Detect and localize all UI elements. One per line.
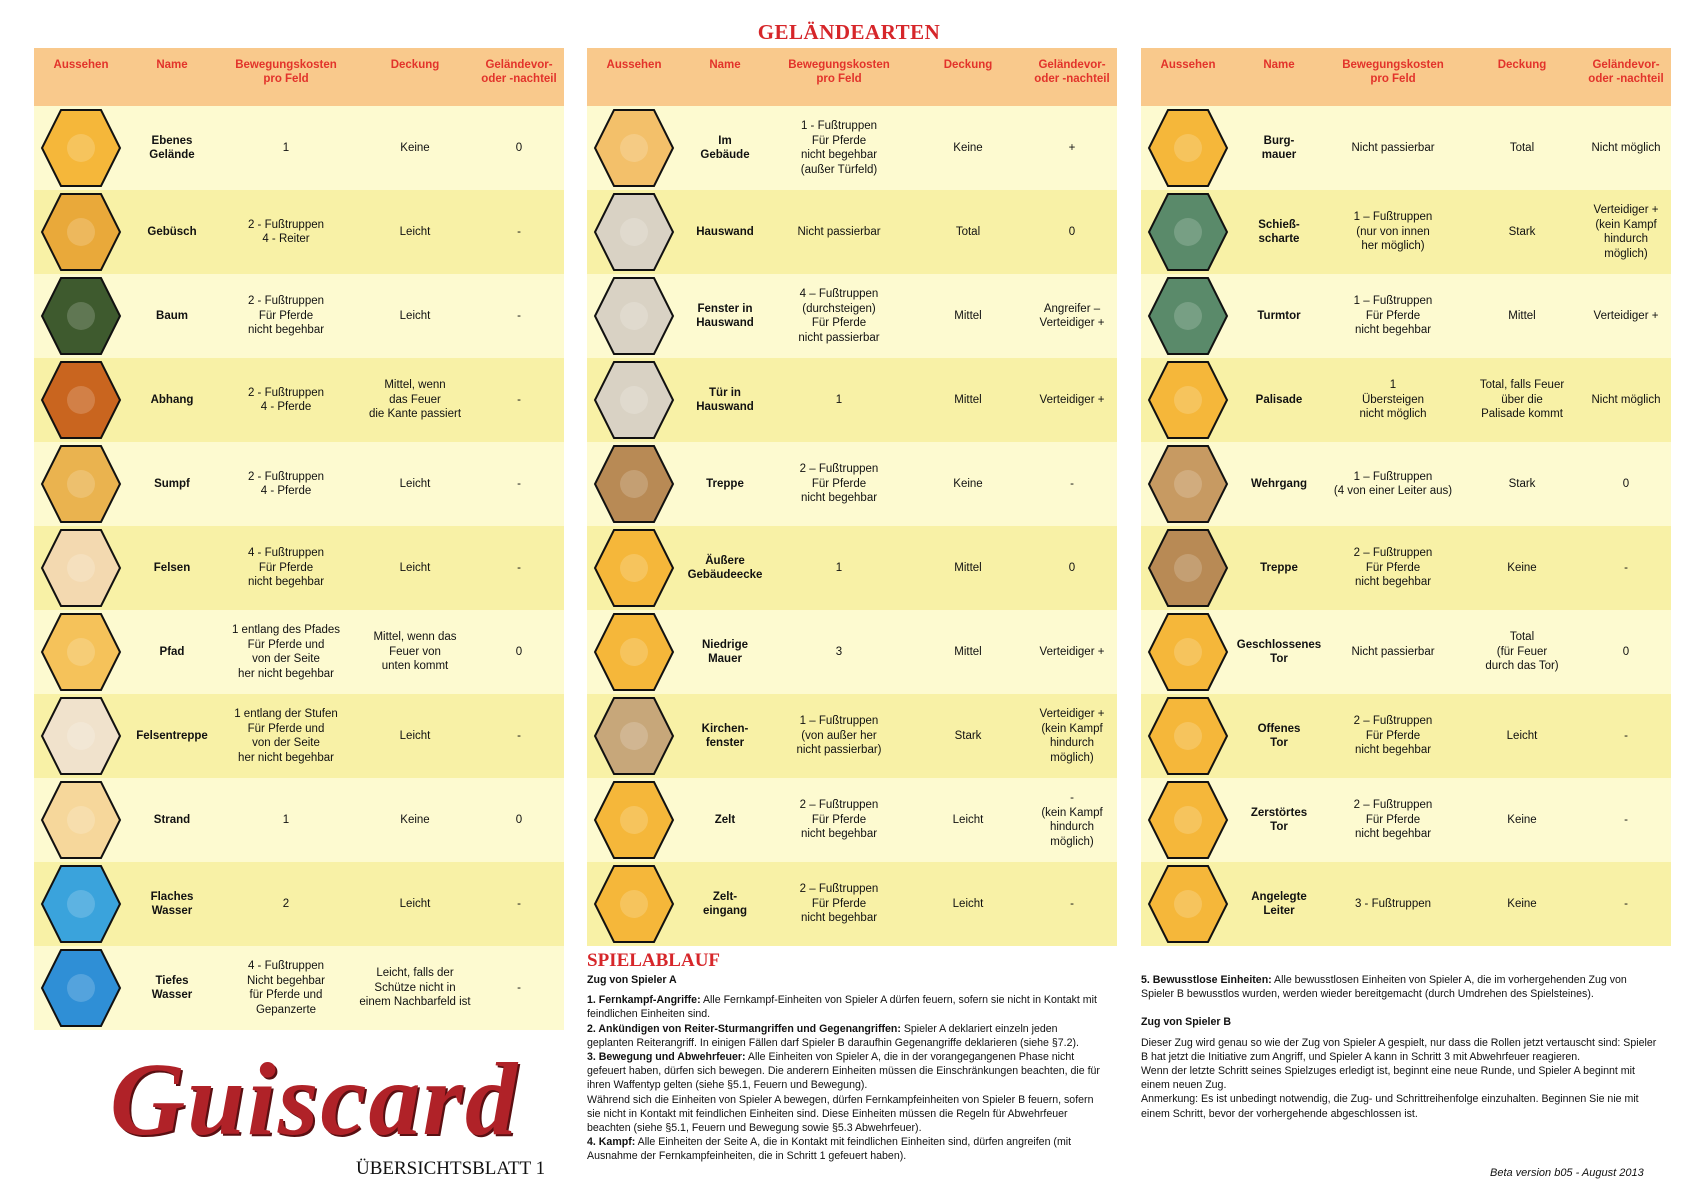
terrain-row xyxy=(34,862,564,946)
terrain-advantage: - xyxy=(517,225,521,238)
palisade-icon xyxy=(1147,360,1229,440)
tower-gate-icon xyxy=(1147,276,1229,356)
terrain-hex xyxy=(1141,442,1235,526)
terrain-name: Tiefes Wasser xyxy=(151,974,193,1001)
terrain-cover: Leicht xyxy=(399,225,431,238)
header-cell: Aussehen xyxy=(53,59,109,71)
terrain-cost: 1 xyxy=(282,141,290,154)
step1-text: Alle Fernkampf-Einheiten von Spieler A dürfen feuern, sofern sie nicht in Kontakt mit feindlichen Einheiten sind. xyxy=(587,994,1097,1021)
destroyed-gate-icon xyxy=(1147,780,1229,860)
outer-corner-icon xyxy=(593,528,675,608)
terrain-name: Pfad xyxy=(159,645,185,658)
terrain-advantage: - xyxy=(517,477,521,490)
terrain-cover: Total, falls Feuer über die Palisade kommt xyxy=(1479,379,1565,421)
terrain-cover: Mittel xyxy=(954,309,982,322)
terrain-advantage: - xyxy=(517,729,521,742)
terrain-row xyxy=(1141,862,1671,946)
header-cell: Name xyxy=(156,59,188,71)
terrain-hex xyxy=(1141,274,1235,358)
terrain-hex xyxy=(1141,862,1235,946)
castle-wall-icon xyxy=(1147,108,1229,188)
step3-text-2: Während sich die Einheiten von Spieler A bewegen, dürfen Fernkampfeinheiten von Spieler B feuern, sofern sie nicht in Kontakt mit feindlichen Einheiten sind. Diese Einheiten müssen die Regeln für Abwehrfeuer beachten (siehe §5.1, Feuern und Bewegung sowie §5.3 Abwehrfeuer). xyxy=(587,1093,1094,1135)
terrain-cost: 2 - Fußtruppen 4 - Pferde xyxy=(247,470,325,497)
terrain-row xyxy=(587,190,1117,274)
terrain-row xyxy=(1141,190,1671,274)
terrain-hex xyxy=(587,778,681,862)
terrain-hex xyxy=(34,526,128,610)
terrain-name: Treppe xyxy=(706,477,744,490)
terrain-cost: 2 – Fußtruppen Für Pferde nicht begehbar xyxy=(799,799,879,841)
terrain-row xyxy=(34,946,564,1030)
header-cell: Geländevor- oder -nachteil xyxy=(1588,59,1664,85)
deep-water-icon xyxy=(40,948,122,1028)
terrain-cost: 3 - Fußtruppen xyxy=(1354,897,1432,910)
stairs-icon xyxy=(593,444,675,524)
terrain-advantage: 0 xyxy=(1622,477,1630,490)
table-header xyxy=(587,48,1117,106)
terrain-advantage: - xyxy=(517,561,521,574)
building-interior-icon xyxy=(593,108,675,188)
terrain-cost: 1 – Fußtruppen (von außer her nicht passierbar) xyxy=(796,715,882,757)
subtitle-player-b: Zug von Spieler B xyxy=(1141,1016,1232,1029)
terrain-advantage: - xyxy=(1624,813,1628,826)
rock-stairs-icon xyxy=(40,696,122,776)
terrain-advantage: - xyxy=(517,981,521,994)
step3-text: Alle Einheiten von Spieler A, die in der vorangegangenen Phase nicht gefeuert haben, dürfen sich bewegen. Die anderern Einheiten müssen die Einschränkungen beachten, die für ihren Waffentyp gelten (siehe §5.1, Feuern und Bewegung). xyxy=(587,1051,1100,1092)
terrain-hex xyxy=(1141,190,1235,274)
terrain-row xyxy=(1141,274,1671,358)
terrain-advantage: + xyxy=(1068,141,1076,154)
terrain-name: Palisade xyxy=(1255,393,1303,406)
terrain-cover: Leicht xyxy=(952,897,984,910)
terrain-cost: 2 xyxy=(282,897,290,910)
door-icon xyxy=(593,360,675,440)
terrain-cost: 4 - Fußtruppen Für Pferde nicht begehbar xyxy=(247,547,325,589)
terrain-cost: 1 – Fußtruppen (nur von innen her möglich) xyxy=(1353,211,1433,253)
terrain-hex xyxy=(587,526,681,610)
terrain-name: Niedrige Mauer xyxy=(701,638,748,665)
terrain-hex xyxy=(1141,106,1235,190)
header-cell: Aussehen xyxy=(1160,59,1216,71)
terrain-hex xyxy=(587,862,681,946)
terrain-cover: Mittel, wenn das Feuer von unten kommt xyxy=(373,631,457,673)
terrain-table-right xyxy=(1141,48,1671,946)
terrain-cover: Leicht xyxy=(399,729,431,742)
step2-text: Spieler A deklariert einzeln jeden geplanten Reiterangriff. In einigen Fällen darf Spieler B daraufhin Gegenangriffe deklarieren (siehe §7.2). xyxy=(587,1022,1079,1049)
terrain-row xyxy=(587,442,1117,526)
terrain-cover: Leicht, falls der Schütze nicht in einem Nachbarfeld ist xyxy=(359,967,471,1009)
page-title: GELÄNDEARTEN xyxy=(757,20,941,44)
terrain-hex xyxy=(587,106,681,190)
terrain-cost: Nicht passierbar xyxy=(1351,141,1435,154)
tree-icon xyxy=(40,276,122,356)
beach-icon xyxy=(40,780,122,860)
header-cell: Deckung xyxy=(943,59,993,71)
terrain-cost: 1 entlang der Stufen Für Pferde und von der Seite her nicht begehbar xyxy=(234,708,338,764)
terrain-name: Hauswand xyxy=(696,225,754,238)
terrain-cover: Keine xyxy=(400,813,430,826)
header-cell: Aussehen xyxy=(606,59,662,71)
terrain-hex xyxy=(34,862,128,946)
terrain-name: Zelt xyxy=(714,813,736,826)
terrain-row xyxy=(587,862,1117,946)
terrain-cost: 1 entlang des Pfades Für Pferde und von der Seite her nicht begehbar xyxy=(231,624,341,680)
terrain-name: Sumpf xyxy=(154,477,190,490)
header-cell: Geländevor- oder -nachteil xyxy=(481,59,557,85)
terrain-cost: 1 xyxy=(835,393,843,406)
terrain-row xyxy=(1141,526,1671,610)
header-cell: Bewegungskosten pro Feld xyxy=(788,59,890,85)
terrain-cover: Keine xyxy=(1507,813,1537,826)
terrain-cost: 1 Übersteigen nicht möglich xyxy=(1359,379,1427,421)
step2-heading: 2. Ankündigen von Reiter-Sturmangriffen und Gegenangriffen: xyxy=(587,1022,901,1035)
terrain-hex xyxy=(34,358,128,442)
church-window-icon xyxy=(593,696,675,776)
arrow-slit-icon xyxy=(1147,192,1229,272)
terrain-advantage: 0 xyxy=(1622,645,1630,658)
terrain-name: Angelegte Leiter xyxy=(1251,890,1307,917)
terrain-cover: Leicht xyxy=(952,813,984,826)
terrain-name: Schieß- scharte xyxy=(1258,218,1300,245)
path-icon xyxy=(40,612,122,692)
player-b-text-2: Wenn der letzte Schritt seines Spielzuges erledigt ist, beginnt eine neue Runde, und Spieler A beginnt mit einem neuen Zug. xyxy=(1141,1065,1635,1092)
terrain-row xyxy=(587,778,1117,862)
terrain-advantage: Verteidiger + (kein Kampf hindurch möglich) xyxy=(1593,204,1659,260)
terrain-cost: 2 – Fußtruppen Für Pferde nicht begehbar xyxy=(799,883,879,925)
terrain-advantage: - xyxy=(1624,897,1628,910)
terrain-cost: Nicht passierbar xyxy=(1351,645,1435,658)
terrain-cover: Keine xyxy=(953,477,983,490)
guiscard-logo: Guiscard xyxy=(110,1042,519,1157)
terrain-cost: 4 - Fußtruppen Nicht begehbar für Pferde und Gepanzerte xyxy=(247,960,325,1016)
terrain-advantage: - xyxy=(517,897,521,910)
terrain-cost: 4 – Fußtruppen (durchsteigen) Für Pferde nicht passierbar xyxy=(798,288,880,344)
terrain-cover: Keine xyxy=(1507,897,1537,910)
terrain-row xyxy=(1141,442,1671,526)
header-cell: Bewegungskosten pro Feld xyxy=(1342,59,1444,85)
terrain-cover: Mittel, wenn das Feuer die Kante passiert xyxy=(368,379,462,421)
terrain-row xyxy=(587,274,1117,358)
terrain-advantage: 0 xyxy=(515,645,523,658)
terrain-row xyxy=(34,778,564,862)
terrain-cost: 1 - Fußtruppen Für Pferde nicht begehbar (außer Türfeld) xyxy=(800,120,878,176)
terrain-row xyxy=(587,694,1117,778)
terrain-cover: Mittel xyxy=(954,561,982,574)
terrain-hex xyxy=(587,358,681,442)
terrain-cover: Total (für Feuer durch das Tor) xyxy=(1485,631,1559,673)
terrain-advantage: - xyxy=(1624,729,1628,742)
terrain-row xyxy=(1141,778,1671,862)
terrain-advantage: - xyxy=(517,309,521,322)
terrain-hex xyxy=(587,694,681,778)
terrain-cover: Total xyxy=(955,225,981,238)
tent-icon xyxy=(593,780,675,860)
tent-entrance-icon xyxy=(593,864,675,944)
low-wall-icon xyxy=(593,612,675,692)
terrain-advantage: 0 xyxy=(1068,225,1076,238)
open-gate-icon xyxy=(1147,696,1229,776)
terrain-cost: 2 - Fußtruppen 4 - Reiter xyxy=(247,218,325,245)
terrain-advantage: 0 xyxy=(515,813,523,826)
terrain-advantage: Verteidiger + xyxy=(1039,393,1105,406)
terrain-cover: Leicht xyxy=(1506,729,1538,742)
terrain-cover: Mittel xyxy=(954,645,982,658)
terrain-advantage: - (kein Kampf hindurch möglich) xyxy=(1041,792,1103,848)
terrain-advantage: Verteidiger + xyxy=(1039,645,1105,658)
spielablauf-player-a xyxy=(587,973,1107,1164)
terrain-name: Kirchen- fenster xyxy=(701,722,749,749)
terrain-name: Gebüsch xyxy=(147,225,197,238)
ladder-icon xyxy=(1147,864,1229,944)
subtitle-player-a: Zug von Spieler A xyxy=(587,974,677,986)
header-cell: Name xyxy=(1263,59,1295,71)
terrain-cost: 1 xyxy=(282,813,290,826)
terrain-row xyxy=(34,694,564,778)
shallow-water-icon xyxy=(40,864,122,944)
terrain-cover: Mittel xyxy=(954,393,982,406)
terrain-advantage: - xyxy=(1070,477,1074,490)
terrain-hex xyxy=(34,442,128,526)
header-cell: Deckung xyxy=(1497,59,1547,71)
terrain-cost: Nicht passierbar xyxy=(797,225,881,238)
flat-terrain-icon xyxy=(40,108,122,188)
table-header xyxy=(34,48,564,106)
terrain-hex xyxy=(1141,694,1235,778)
terrain-row xyxy=(1141,358,1671,442)
terrain-name: Zerstörtes Tor xyxy=(1250,806,1308,833)
terrain-hex xyxy=(34,778,128,862)
terrain-cover: Keine xyxy=(1507,561,1537,574)
terrain-name: Geschlossenes Tor xyxy=(1236,638,1322,665)
terrain-name: Im Gebäude xyxy=(700,134,750,161)
terrain-cover: Leicht xyxy=(399,561,431,574)
terrain-row xyxy=(587,610,1117,694)
terrain-hex xyxy=(34,106,128,190)
terrain-advantage: Nicht möglich xyxy=(1591,141,1661,154)
terrain-advantage: 0 xyxy=(1068,561,1076,574)
terrain-row xyxy=(34,106,564,190)
terrain-name: Offenes Tor xyxy=(1257,722,1301,749)
terrain-cover: Stark xyxy=(1508,477,1536,490)
player-b-text-1: Dieser Zug wird genau so wie der Zug von Spieler A gespielt, nur dass die Rollen jetzt vertauscht sind: Spieler B hat jetzt die Initiative zum Angriff, und Spieler A kann in Schritt 3 mit Abwehrfeuer reagieren. xyxy=(1141,1036,1657,1063)
terrain-row xyxy=(1141,694,1671,778)
terrain-name: Äußere Gebäudeecke xyxy=(687,554,763,581)
terrain-advantage: Nicht möglich xyxy=(1591,393,1661,406)
terrain-name: Zelt- eingang xyxy=(702,890,748,917)
closed-gate-icon xyxy=(1147,612,1229,692)
terrain-hex xyxy=(1141,610,1235,694)
terrain-name: Treppe xyxy=(1260,561,1298,574)
terrain-cost: 2 - Fußtruppen 4 - Pferde xyxy=(247,386,325,413)
terrain-cover: Stark xyxy=(954,729,982,742)
step3-heading: 3. Bewegung und Abwehrfeuer: xyxy=(587,1051,746,1064)
terrain-cost: 2 – Fußtruppen Für Pferde nicht begehbar xyxy=(799,463,879,505)
slope-icon xyxy=(40,360,122,440)
terrain-cost: 2 – Fußtruppen Für Pferde nicht begehbar xyxy=(1353,799,1433,841)
terrain-cost: 1 – Fußtruppen Für Pferde nicht begehbar xyxy=(1353,295,1433,337)
terrain-cover: Leicht xyxy=(399,477,431,490)
spielablauf-player-b xyxy=(1141,973,1661,1121)
terrain-row xyxy=(34,610,564,694)
wooden-stairs-icon xyxy=(1147,528,1229,608)
terrain-cover: Leicht xyxy=(399,897,431,910)
step5-text: Alle bewusstlosen Einheiten von Spieler A, die im vorhergehenden Zug von Spieler B bewusstlos wurden, werden wieder bereitgemacht (durch Umdrehen des Spielsteines). xyxy=(1141,974,1627,1001)
terrain-name: Strand xyxy=(153,813,191,826)
terrain-hex xyxy=(587,610,681,694)
terrain-row xyxy=(34,442,564,526)
terrain-name: Felsen xyxy=(153,561,191,574)
terrain-cost: 2 - Fußtruppen Für Pferde nicht begehbar xyxy=(247,295,325,337)
terrain-cost: 2 – Fußtruppen Für Pferde nicht begehbar xyxy=(1353,547,1433,589)
player-b-note: Anmerkung: Es ist unbedingt notwendig, die Zug- und Schrittreihenfolge einzuhalten. Beginnen Sie nie mit einem Schritt, bevor der vorhergehende abgeschlossen ist. xyxy=(1141,1093,1639,1120)
terrain-cover: Keine xyxy=(953,141,983,154)
swamp-icon xyxy=(40,444,122,524)
terrain-hex xyxy=(34,694,128,778)
terrain-advantage: 0 xyxy=(515,141,523,154)
terrain-table-middle xyxy=(587,48,1117,946)
wall-walk-icon xyxy=(1147,444,1229,524)
sheet-label: ÜBERSICHTSBLATT 1 xyxy=(356,1158,546,1179)
terrain-hex xyxy=(1141,526,1235,610)
terrain-table-left xyxy=(34,48,564,1030)
terrain-advantage: Angreifer – Verteidiger + xyxy=(1039,302,1105,329)
terrain-row xyxy=(34,358,564,442)
terrain-advantage: Verteidiger + xyxy=(1593,309,1659,322)
terrain-row xyxy=(34,526,564,610)
terrain-row xyxy=(34,274,564,358)
terrain-hex xyxy=(587,442,681,526)
terrain-name: Abhang xyxy=(150,393,194,406)
terrain-cost: 3 xyxy=(835,645,843,658)
terrain-advantage: - xyxy=(1624,561,1628,574)
house-wall-icon xyxy=(593,192,675,272)
header-cell: Geländevor- oder -nachteil xyxy=(1034,59,1110,85)
terrain-advantage: Verteidiger + (kein Kampf hindurch möglich) xyxy=(1039,708,1105,764)
terrain-hex xyxy=(34,190,128,274)
terrain-row xyxy=(587,526,1117,610)
terrain-cover: Total xyxy=(1509,141,1535,154)
terrain-hex xyxy=(34,610,128,694)
spielablauf-title: SPIELABLAUF xyxy=(587,950,721,971)
header-cell: Bewegungskosten pro Feld xyxy=(235,59,337,85)
header-cell: Deckung xyxy=(390,59,440,71)
window-icon xyxy=(593,276,675,356)
terrain-hex xyxy=(587,274,681,358)
rocks-icon xyxy=(40,528,122,608)
step1-heading: 1. Fernkampf-Angriffe: xyxy=(587,994,701,1007)
step5-heading: 5. Bewusstlose Einheiten: xyxy=(1141,974,1272,986)
terrain-row xyxy=(587,358,1117,442)
terrain-hex xyxy=(34,274,128,358)
terrain-name: Turmtor xyxy=(1257,309,1301,322)
terrain-name: Fenster in Hauswand xyxy=(696,302,754,329)
terrain-row xyxy=(34,190,564,274)
terrain-name: Felsentreppe xyxy=(136,729,208,742)
step4-heading: 4. Kampf: xyxy=(587,1136,636,1149)
terrain-cost: 2 – Fußtruppen Für Pferde nicht begehbar xyxy=(1353,715,1433,757)
terrain-cover: Keine xyxy=(400,141,430,154)
terrain-advantage: - xyxy=(517,393,521,406)
terrain-advantage: - xyxy=(1070,897,1074,910)
terrain-name: Tür in Hauswand xyxy=(696,386,754,413)
terrain-row xyxy=(587,106,1117,190)
terrain-row xyxy=(1141,106,1671,190)
terrain-hex xyxy=(587,190,681,274)
step4-text: Alle Einheiten der Seite A, die in Kontakt mit feindlichen Einheiten sind, dürfen angreifen (mit Ausnahme der Fernkampfeinheiten, die in Schritt 1 gefeuert haben). xyxy=(587,1136,1072,1163)
terrain-hex xyxy=(1141,358,1235,442)
header-cell: Name xyxy=(709,59,741,71)
terrain-hex xyxy=(34,946,128,1030)
terrain-name: Wehrgang xyxy=(1250,477,1307,490)
terrain-name: Baum xyxy=(156,309,188,322)
terrain-name: Ebenes Gelände xyxy=(149,134,195,161)
terrain-cost: 1 – Fußtruppen (4 von einer Leiter aus) xyxy=(1333,470,1453,497)
version-label: Beta version b05 - August 2013 xyxy=(1490,1167,1644,1179)
bush-icon xyxy=(40,192,122,272)
terrain-name: Burg- mauer xyxy=(1261,134,1297,161)
terrain-name: Flaches Wasser xyxy=(150,890,194,917)
terrain-cost: 1 xyxy=(835,561,843,574)
terrain-row xyxy=(1141,610,1671,694)
table-header xyxy=(1141,48,1671,106)
terrain-cover: Mittel xyxy=(1508,309,1536,322)
terrain-cover: Leicht xyxy=(399,309,431,322)
terrain-hex xyxy=(1141,778,1235,862)
terrain-cover: Stark xyxy=(1508,225,1536,238)
